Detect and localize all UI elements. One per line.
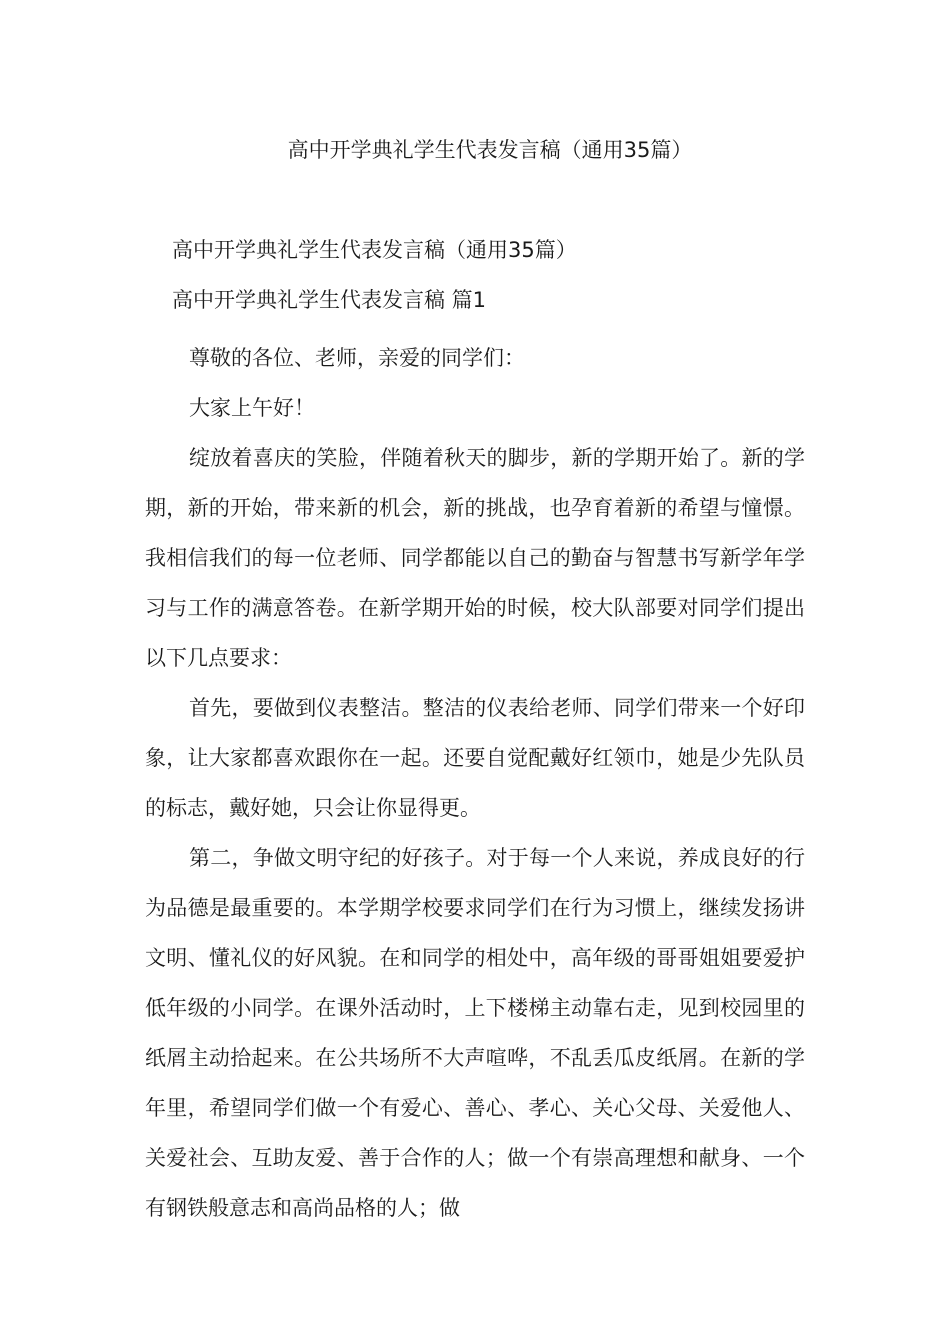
paragraph-first-point: 首先，要做到仪表整洁。整洁的仪表给老师、同学们带来一个好印象，让大家都喜欢跟你在一起。还要自觉配戴好红领巾，她是少先队员的标志，戴好她，只会让你显得更。 [145,696,805,820]
paragraph-salutation: 尊敬的各位、老师，亲爱的同学们： [189,346,525,370]
section-heading: 高中开学典礼学生代表发言稿 篇1 [172,288,487,312]
paragraph-greeting: 大家上午好！ [189,396,315,420]
paragraph-intro: 绽放着喜庆的笑脸，伴随着秋天的脚步，新的学期开始了。新的学期，新的开始，带来新的机会，新的挑战，也孕育着新的希望与憧憬。我相信我们的每一位老师、同学都能以自己的勤奋与智慧书写新学年学习与工作的满意答卷。在新学期开始的时候，校大队部要对同学们提出以下几点要求： [145,446,805,670]
paragraph-second-point: 第二，争做文明守纪的好孩子。对于每一个人来说，养成良好的行为品德是最重要的。本学期学校要求同学们在行为习惯上，继续发扬讲文明、懂礼仪的好风貌。在和同学的相处中，高年级的哥哥姐姐要爱护低年级的小同学。在课外活动时，上下楼梯主动靠右走，见到校园里的纸屑主动拾起来。在公共场所不大声喧哗，不乱丢瓜皮纸屑。在新的学年里，希望同学们做一个有爱心、善心、孝心、关心父母、关爱他人、关爱社会、互助友爱、善于合作的人；做一个有崇高理想和献身、一个有钢铁般意志和高尚品格的人；做 [145,846,805,1220]
document-title: 高中开学典礼学生代表发言稿（通用35篇） [287,138,693,162]
document-subtitle: 高中开学典礼学生代表发言稿（通用35篇） [172,238,577,262]
document-body [145,333,805,1233]
